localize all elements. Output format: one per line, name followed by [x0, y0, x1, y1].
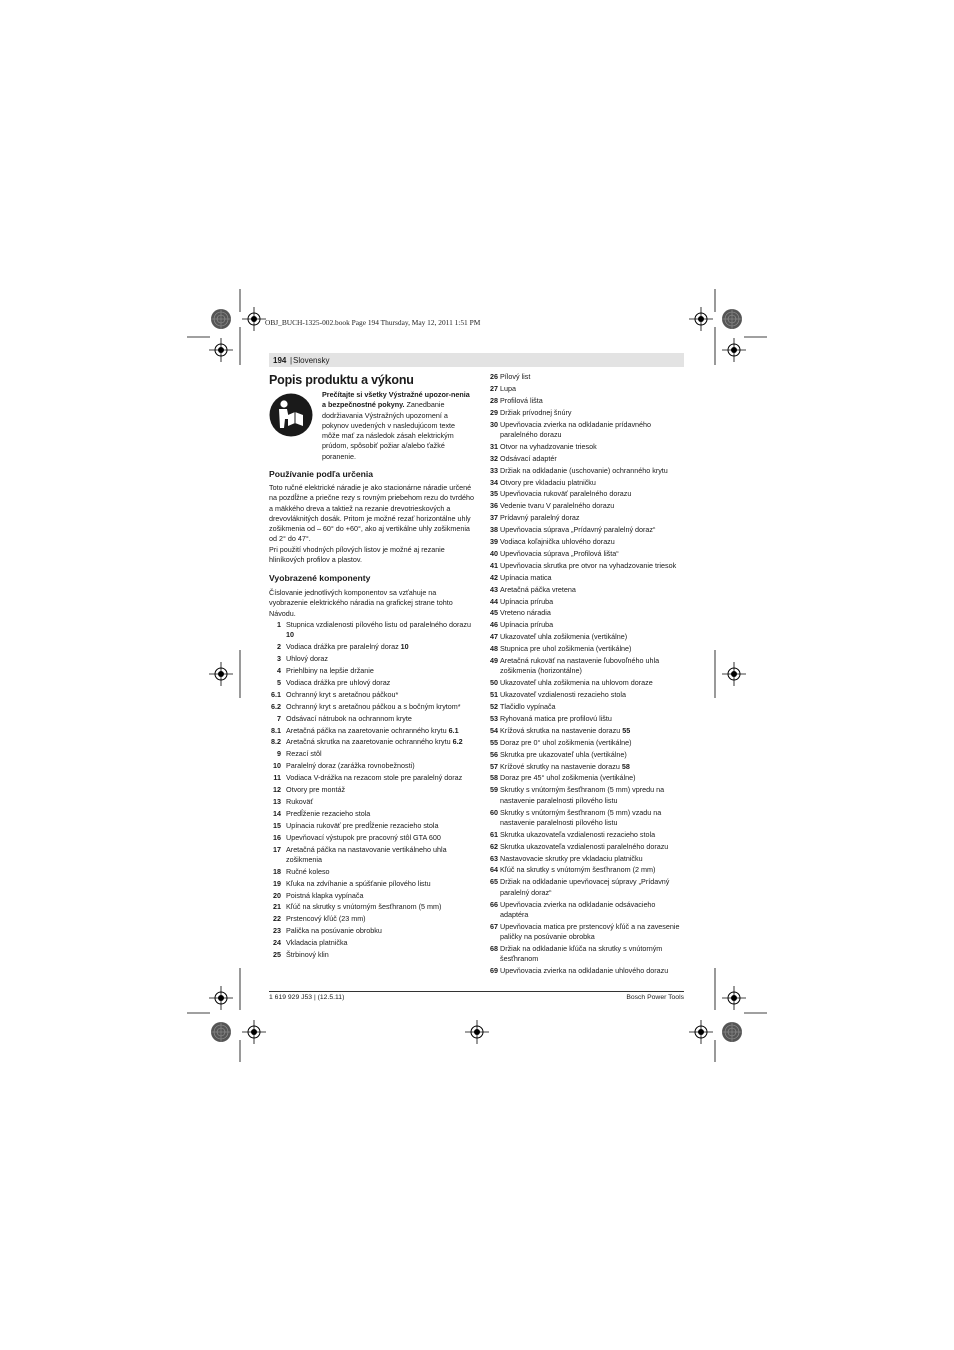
component-text: Tlačidlo vypínača: [500, 702, 556, 711]
component-number: 63: [490, 853, 498, 863]
read-manual-icon: [269, 393, 313, 437]
component-label: [500, 525, 685, 535]
component-text: Ochranný kryt s aretačnou páčkou*: [286, 689, 399, 699]
component-text: Držiak na odkladanie kľúča na skrutky s vnútorným šesťhranom: [500, 943, 663, 964]
component-label: [500, 830, 685, 840]
component-label: [500, 877, 685, 898]
component-label: [500, 620, 685, 630]
component-number: 29: [490, 407, 498, 417]
component-label: [500, 773, 685, 783]
component-number: 69: [490, 966, 498, 976]
component-number: 68: [490, 943, 498, 953]
component-number: 8.1: [271, 725, 281, 735]
component-label: [500, 738, 685, 748]
component-text: Štrbinový klin: [286, 950, 329, 959]
component-text: Profilová lišta: [500, 395, 543, 405]
component-label: [500, 656, 685, 677]
component-text: Palička na posúvanie obrobku: [286, 926, 382, 936]
component-text: Prstencový kľúč (23 mm): [286, 914, 366, 924]
component-label: [500, 466, 685, 476]
component-number: 15: [273, 820, 281, 830]
component-label: [500, 726, 685, 736]
component-ref: 10: [400, 642, 409, 652]
component-number: 11: [273, 773, 281, 783]
component-text: Kľuka na zdvíhanie a spúšťanie pílového listu: [286, 878, 431, 888]
component-number: 60: [490, 807, 498, 817]
component-label: [286, 950, 471, 960]
component-text: Upevňovacia zvierka na odkladanie uhlového dorazu: [500, 966, 669, 976]
component-number: 17: [273, 844, 281, 854]
safety-warning: [322, 390, 472, 462]
component-label: [286, 666, 471, 676]
component-ref: 6.2: [452, 737, 463, 747]
component-text: Skrutka ukazovateľa vzdialenosti rezacieho stola: [500, 829, 656, 839]
component-label: [286, 749, 471, 759]
safety-warning-text: Zanedbanie dodržiavania Výstražných upozornení a pokynov uvedených v nasledujúcom texte môže mať za následok zásah elektrickým prúdom, spôsobiť požiar a/alebo ťažké poranenie.: [322, 400, 456, 461]
component-number: 13: [273, 796, 281, 806]
component-text: Ochranný kryt s aretačnou páčkou a s bočným krytom*: [286, 701, 461, 711]
component-text: Aretačná skrutka na zaaretovanie ochranného krytu: [286, 737, 453, 747]
print-header: OBJ_BUCH-1325-002.book Page 194 Thursday, May 12, 2011 1:51 PM: [265, 318, 481, 327]
component-label: [500, 644, 685, 654]
component-label: [286, 833, 471, 843]
component-text: Skrutka ukazovateľa vzdialenosti paralelného dorazu: [500, 841, 669, 851]
component-text: Ukazovateľ uhla zošikmenia na uhlovom doraze: [500, 678, 653, 688]
component-label: [500, 585, 685, 595]
component-label: [286, 891, 471, 901]
component-text: Upínacia rukoväť pre predĺženie rezacieho stola: [286, 820, 439, 830]
component-number: 31: [490, 441, 498, 451]
intended-use-paragraph: Toto ručné elektrické náradie je ako stacionárne náradie určené na pozdĺžne a priečne rezy s rovným priebehom rezu do tvrdého a mäkkého dreva a taktiež na rezanie drevotrieskových a drevovláknitých dosák. Pritom je možné rezať horizontálne uhly zošikmenia od – 60° do +60°, ako aj vertikálne uhly zošikmenia od 2° do 47°.: [269, 483, 474, 544]
component-label: [286, 821, 471, 831]
component-label: [286, 773, 471, 783]
component-text: Priehlbiny na lepšie držanie: [286, 666, 374, 675]
component-number: 6.1: [271, 689, 281, 699]
component-number: 61: [490, 829, 498, 839]
footer-rule: [269, 991, 684, 992]
intended-use-heading: Používanie podľa určenia: [269, 469, 374, 479]
component-label: [286, 867, 471, 877]
component-label: [500, 702, 685, 712]
component-number: 62: [490, 841, 498, 851]
component-text: Otvory pre montáž: [286, 785, 346, 794]
component-number: 51: [490, 690, 498, 700]
component-number: 12: [273, 785, 281, 794]
component-text: Upevňovacia súprava „Prídavný paralelný doraz“: [500, 525, 656, 535]
component-text: Otvory pre vkladaciu platničku: [500, 477, 596, 487]
component-label: [500, 454, 685, 464]
component-number: 65: [490, 877, 498, 887]
component-number: 32: [490, 453, 498, 463]
component-label: [500, 842, 685, 852]
component-label: [500, 678, 685, 688]
component-number: 56: [490, 749, 498, 759]
component-label: [286, 785, 471, 795]
page-number: 194: [273, 356, 287, 365]
component-label: [500, 808, 685, 829]
component-number: 3: [277, 654, 281, 664]
component-number: 26: [490, 372, 498, 381]
section-title: Popis produktu a výkonu: [269, 373, 414, 387]
component-number: 57: [490, 761, 498, 771]
component-number: 40: [490, 548, 498, 558]
component-label: [500, 442, 685, 452]
component-ref: 10: [286, 630, 294, 640]
component-number: 28: [490, 395, 498, 405]
component-number: 53: [490, 713, 498, 723]
component-number: 10: [273, 761, 281, 771]
component-number: 25: [273, 950, 281, 959]
component-text: Odsávací nátrubok na ochrannom kryte: [286, 713, 412, 723]
component-number: 20: [273, 890, 281, 900]
component-label: [500, 501, 685, 511]
component-label: [286, 797, 471, 807]
component-number: 16: [273, 832, 281, 842]
footer-doc-number: 1 619 929 J53 | (12.5.11): [269, 994, 345, 1001]
component-number: 24: [273, 938, 281, 948]
component-label: [286, 938, 471, 948]
component-text: Upevňovací výstupok pre pracovný stôl GTA 600: [286, 832, 441, 842]
component-text: Držiak na odkladanie (uschovanie) ochranného krytu: [500, 465, 668, 475]
component-text: Stupnica vzdialenosti pílového listu od paralelného dorazu: [286, 620, 472, 629]
component-text: Vkladacia platnička: [286, 938, 348, 948]
component-label: [286, 914, 471, 924]
component-text: Rezací stôl: [286, 749, 322, 759]
components-heading: Vyobrazené komponenty: [269, 573, 371, 583]
component-number: 64: [490, 865, 498, 875]
component-number: 47: [490, 632, 498, 642]
component-number: 36: [490, 501, 498, 511]
component-label: [500, 372, 685, 382]
component-number: 44: [490, 596, 498, 606]
component-number: 48: [490, 644, 498, 654]
components-intro: Číslovanie jednotlivých komponentov sa vzťahuje na vyobrazenie elektrického náradia na grafickej strane tohto Návodu.: [269, 588, 453, 618]
component-number: 34: [490, 477, 498, 487]
component-label: [286, 926, 471, 936]
component-number: 8.2: [271, 737, 281, 747]
component-text: Poistná klapka vypínača: [286, 890, 364, 900]
safety-warning-bold: Prečítajte si všetky Výstražné upozor-nenia a bezpečnostné pokyny.: [322, 390, 470, 410]
component-number: 67: [490, 921, 498, 931]
component-label: [500, 750, 685, 760]
component-text: Doraz pre 0° uhol zošikmenia (vertikálne): [500, 737, 632, 747]
component-number: 18: [273, 866, 281, 876]
component-label: [500, 608, 685, 618]
component-text: Odsávací adaptér: [500, 453, 557, 463]
component-text: Skrutky s vnútorným šesťhranom (5 mm) vzadu na nastavenie paralelnosti pílového listu: [500, 807, 662, 827]
component-number: 46: [490, 620, 498, 630]
component-text: Pílový list: [500, 372, 531, 381]
component-label: [286, 690, 471, 700]
component-text: Aretačná páčka na zaaretovanie ochranného krytu: [286, 725, 449, 735]
component-label: [500, 714, 685, 724]
component-label: [500, 478, 685, 488]
component-number: 43: [490, 584, 498, 594]
component-number: 58: [490, 773, 498, 783]
component-text: Kľúč na skrutky s vnútorným šesťhranom (5 mm): [286, 902, 442, 912]
component-number: 22: [273, 914, 281, 924]
component-text: Krížová skrutka na nastavenie dorazu: [500, 725, 623, 735]
component-number: 7: [277, 713, 281, 723]
component-label: [500, 396, 685, 406]
component-number: 21: [273, 902, 281, 912]
component-ref: 58: [621, 761, 630, 771]
component-label: [500, 900, 685, 921]
component-text: Držiak na odkladanie upevňovacej súpravy „Prídavný paralelný doraz“: [500, 877, 670, 897]
component-text: Vreteno náradia: [500, 608, 551, 618]
component-label: [286, 845, 471, 866]
component-number: 41: [490, 560, 498, 570]
component-number: 55: [490, 737, 498, 747]
component-number: 45: [490, 608, 498, 618]
component-label: [286, 702, 471, 712]
component-number: 6.2: [271, 701, 281, 711]
component-label: [500, 785, 685, 806]
component-text: Upevňovacia zvierka na odkladanie odsávacieho adaptéra: [500, 899, 656, 919]
component-label: [500, 561, 685, 571]
component-text: Upínacia príruba: [500, 620, 554, 630]
footer-brand: Bosch Power Tools: [626, 994, 684, 1001]
component-label: [286, 678, 471, 688]
component-text: Ukazovateľ uhla zošikmenia (vertikálne): [500, 632, 628, 642]
component-text: Predĺženie rezacieho stola: [286, 808, 371, 818]
component-text: Aretačná páčka na nastavovanie vertikálneho uhla zošikmenia: [286, 844, 447, 864]
component-number: 14: [273, 808, 281, 818]
component-number: 38: [490, 525, 498, 535]
component-label: [286, 714, 471, 724]
component-label: [286, 809, 471, 819]
component-number: 35: [490, 489, 498, 499]
component-label: [286, 726, 471, 736]
component-number: 27: [490, 383, 498, 393]
component-text: Upevňovacia súprava „Profilová lišta“: [500, 548, 619, 558]
component-label: [500, 573, 685, 583]
component-number: 42: [490, 572, 498, 582]
component-text: Doraz pre 45° uhol zošikmenia (vertikálne): [500, 773, 636, 783]
component-label: [500, 597, 685, 607]
component-text: Ručné koleso: [286, 866, 330, 876]
component-label: [500, 966, 685, 976]
component-text: Upevňovacia matica pre prstencový kľúč a na zavesenie paličky na posúvanie obrobka: [500, 921, 680, 941]
component-number: 9: [277, 749, 281, 759]
component-text: Nastavovacie skrutky pre vkladaciu platničku: [500, 853, 643, 863]
component-number: 5: [277, 677, 281, 687]
component-label: [500, 944, 685, 965]
component-number: 52: [490, 702, 498, 711]
component-label: [286, 761, 471, 771]
component-number: 66: [490, 899, 498, 909]
component-number: 33: [490, 465, 498, 475]
component-text: Upevňovacia rukoväť paralelného dorazu: [500, 489, 632, 499]
component-label: [500, 513, 685, 523]
component-number: 54: [490, 725, 498, 735]
component-label: [500, 408, 685, 418]
component-text: Stupnica pre uhol zošikmenia (vertikálne): [500, 644, 632, 654]
component-number: 37: [490, 513, 498, 523]
component-label: [500, 537, 685, 547]
component-label: [286, 642, 471, 652]
component-text: Upevňovacia skrutka pre otvor na vyhadzovanie triesok: [500, 560, 677, 570]
component-label: [286, 902, 471, 912]
component-number: 19: [273, 878, 281, 888]
component-text: Vodiaca drážka pre paralelný doraz: [286, 642, 401, 652]
component-text: Skrutka pre ukazovateľ uhla (vertikálne): [500, 749, 627, 759]
component-label: [500, 420, 685, 441]
component-number: 4: [277, 666, 281, 675]
component-text: Vodiaca drážka pre uhlový doraz: [286, 677, 391, 687]
component-text: Upínacia matica: [500, 572, 552, 582]
component-text: Kľúč na skrutky s vnútorným šesťhranom (2 mm): [500, 865, 656, 875]
component-label: [286, 879, 471, 889]
component-text: Otvor na vyhadzovanie triesok: [500, 441, 597, 451]
component-label: [500, 489, 685, 499]
component-number: 59: [490, 785, 498, 795]
language-label: Slovensky: [293, 356, 330, 365]
component-ref: 55: [622, 725, 631, 735]
component-text: Prídavný paralelný doraz: [500, 513, 580, 523]
component-number: 23: [273, 926, 281, 936]
component-label: [500, 549, 685, 559]
component-number: 49: [490, 656, 498, 665]
component-text: Ryhovaná matica pre profilovú lištu: [500, 713, 612, 723]
page-header-bar: [269, 353, 684, 367]
component-label: [500, 632, 685, 642]
component-text: Lupa: [500, 383, 516, 393]
component-number: 2: [277, 642, 281, 652]
component-label: [500, 762, 685, 772]
component-text: Aretačná rukoväť na nastavenie ľubovoľného uhla zošikmenia (horizontálne): [500, 656, 660, 676]
component-label: [500, 854, 685, 864]
component-number: 39: [490, 537, 498, 546]
component-label: [286, 620, 471, 641]
separator: |: [290, 356, 293, 365]
component-text: Skrutky s vnútorným šesťhranom (5 mm) vpredu na nastavenie paralelnosti pílového listu: [500, 785, 665, 805]
component-text: Upínacia príruba: [500, 596, 554, 606]
component-number: 1: [277, 620, 281, 629]
component-text: Vedenie tvaru V paralelného dorazu: [500, 501, 615, 511]
intended-use-paragraph-2: Pri použití vhodných pílových listov je možné aj rezanie hliníkových profilov a plastov.: [269, 545, 445, 565]
component-text: Rukoväť: [286, 796, 314, 806]
component-text: Vodiaca V-drážka na rezacom stole pre paralelný doraz: [286, 773, 463, 783]
component-text: Aretačná páčka vretena: [500, 584, 576, 594]
component-label: [500, 690, 685, 700]
component-text: Ukazovateľ vzdialenosti rezacieho stola: [500, 690, 626, 700]
component-number: 50: [490, 678, 498, 688]
component-label: [500, 865, 685, 875]
component-text: Upevňovacia zvierka na odkladanie prídavného paralelného dorazu: [500, 419, 652, 439]
component-label: [286, 654, 471, 664]
component-text: Krížové skrutky na nastavenie dorazu: [500, 761, 622, 771]
component-label: [500, 922, 685, 943]
component-label: [286, 737, 471, 747]
component-text: Uhlový doraz: [286, 654, 328, 664]
component-text: Vodiaca koľajnička uhlového dorazu: [500, 537, 615, 546]
component-number: 30: [490, 419, 498, 429]
component-label: [500, 384, 685, 394]
component-text: Paralelný doraz (zarážka rovnobežnosti): [286, 761, 415, 771]
component-ref: 6.1: [448, 725, 459, 735]
component-text: Držiak prívodnej šnúry: [500, 407, 572, 417]
